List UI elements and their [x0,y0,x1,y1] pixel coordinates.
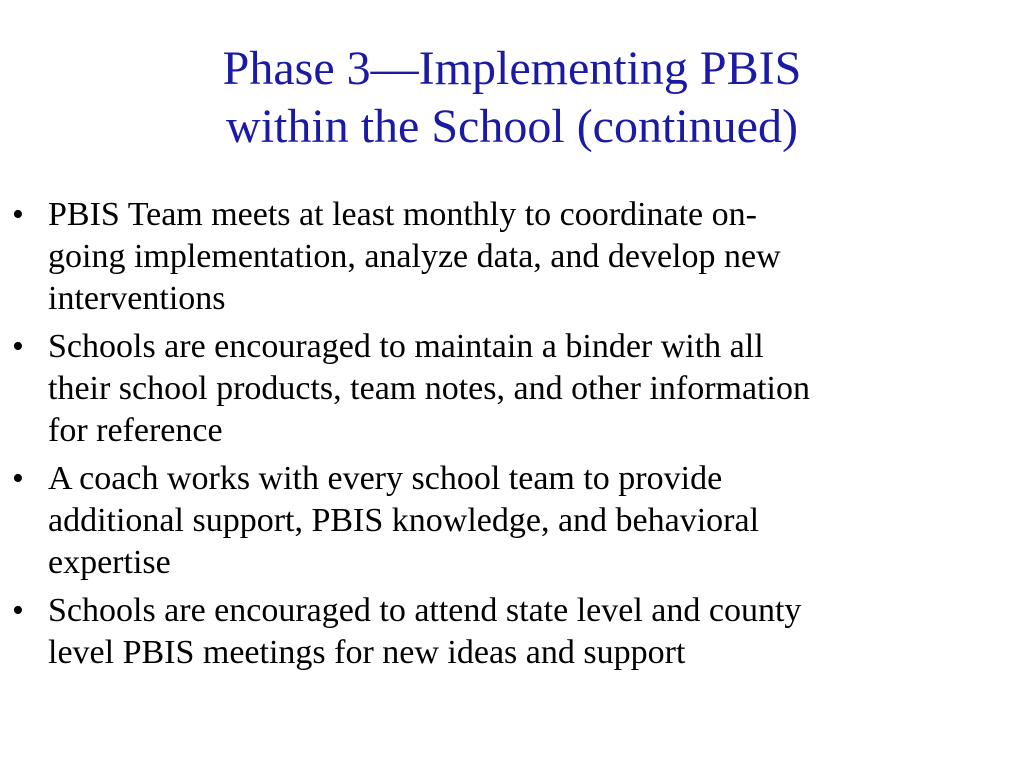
bullet-item-meetings [0,590,1018,674]
bullet-icon: • [12,592,24,629]
bullet-list [0,194,1024,680]
bullet-item-coach [0,458,1018,584]
bullet-item-binder [0,326,1018,452]
bullet-text-line: Schools are encouraged to attend state level and county [48,592,802,629]
bullet-text-line: level PBIS meetings for new ideas and support [48,634,686,671]
bullet-icon: • [12,196,24,233]
bullet-text-line: for reference [48,412,223,449]
bullet-icon: • [12,328,24,365]
slide-title [0,40,1024,156]
bullet-icon: • [12,460,24,497]
bullet-text-line: expertise [48,544,171,581]
title-line-2: within the School (continued) [226,100,798,153]
bullet-text-line: Schools are encouraged to maintain a binder with all [48,328,764,365]
bullet-text-line: their school products, team notes, and other information [48,370,810,407]
bullet-text-line: interventions [48,280,226,317]
bullet-text-line: going implementation, analyze data, and develop new [48,238,781,275]
title-line-1: Phase 3—Implementing PBIS [222,42,802,95]
bullet-text-line: PBIS Team meets at least monthly to coordinate on- [48,196,757,233]
bullet-text-line: A coach works with every school team to provide [48,460,723,497]
bullet-text-line: additional support, PBIS knowledge, and behavioral [48,502,760,539]
bullet-item-team-meetings [0,194,1018,320]
